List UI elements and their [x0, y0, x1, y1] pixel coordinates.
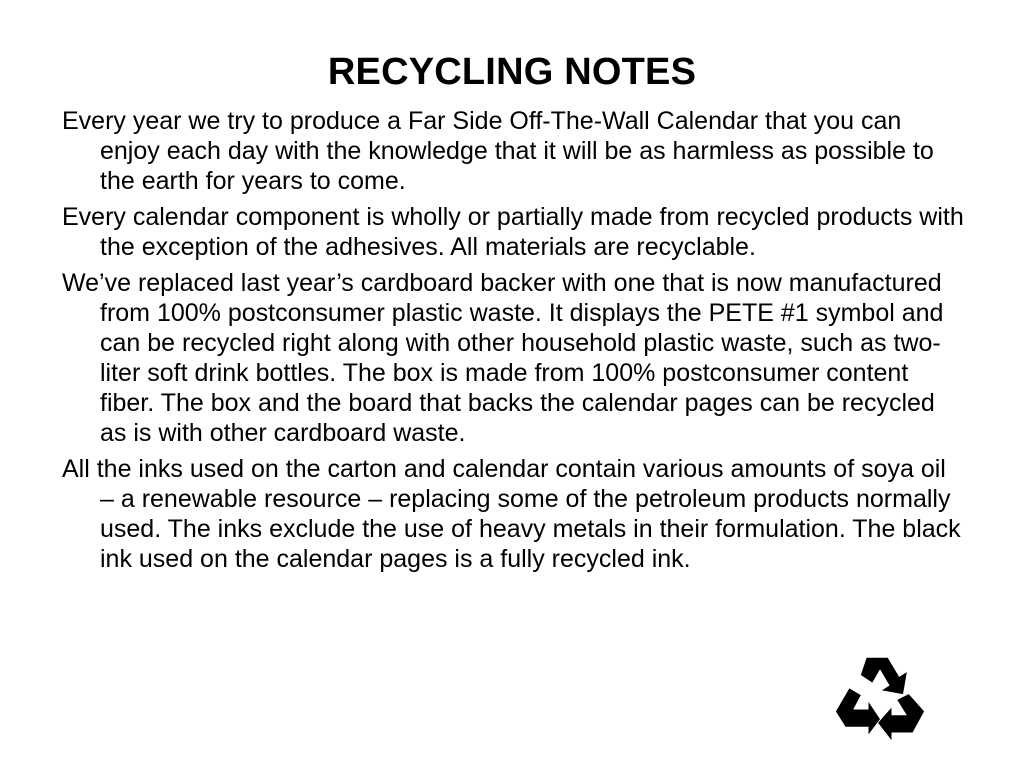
paragraph-components: Every calendar component is wholly or partially made from recycled products with the exception of the adhesives. All materials are recyclable. [62, 203, 964, 261]
recycle-icon [832, 652, 928, 744]
paragraph-inks: All the inks used on the carton and calendar contain various amounts of soya oil – a renewable resource – replacing some of the petroleum products normally used. The inks exclude the use of heavy metals in their formulation. The black ink used on the calendar pages is a fully recycled ink. [62, 455, 961, 573]
slide-title: RECYCLING NOTES [327, 51, 697, 93]
paragraph-calendar-intro: Every year we try to produce a Far Side Off-The-Wall Calendar that you can enjoy each day with the knowledge that it will be as harmless as possible to the earth for years to come. [62, 107, 934, 195]
paragraph-backer: We’ve replaced last year’s cardboard backer with one that is now manufactured from 100% postconsumer plastic waste. It displays the PETE #1 symbol and can be recycled right along with other household plastic waste, such as two-liter soft drink bottles. The box is made from 100% postconsumer content fiber. The box and the board that backs the calendar pages can be recycled as is with other cardboard waste. [62, 269, 944, 447]
slide-body [62, 106, 964, 580]
